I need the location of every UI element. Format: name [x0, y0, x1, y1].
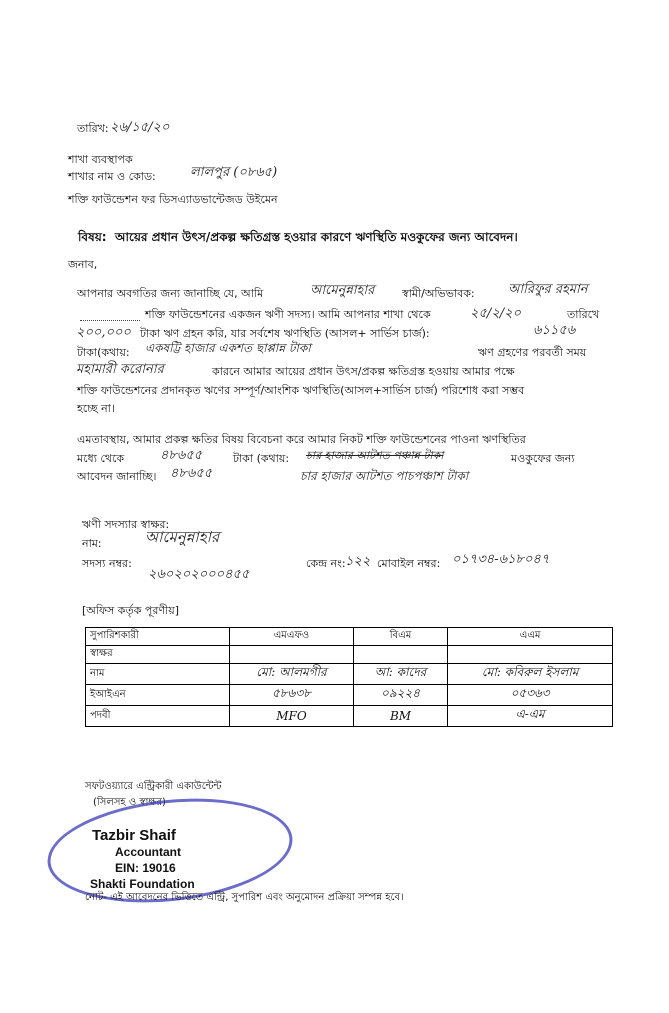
salutation: জনাব, — [68, 258, 98, 271]
guardian-hw: আরিফুর রহমান — [508, 282, 588, 297]
balance-hw: ৬১১৫৬ — [533, 323, 576, 338]
member-name-hw: আমেনুন্নাহার — [310, 283, 375, 298]
dotted-line — [80, 320, 140, 321]
entry-line: সফটওয়্যারে এন্ট্রিকারী একাউন্টেন্ট — [85, 781, 222, 792]
footer-note: নোট- এই আবেদনের ভিত্তিতে এন্ট্রি, সুপারিশ এবং অনুমোদন প্রক্রিয়া সম্পন্ন হবে। — [85, 892, 404, 903]
balance-words-hw: একষট্টি হাজার একশত ছাপ্পান্ন টাকা — [145, 341, 311, 355]
stamp-name: Tazbir Shaif — [92, 827, 176, 844]
p2-line1: এমতাবস্থায়, আমার প্রকল্প ক্ষতির বিষয় বিবেচনা করে আমার নিকট শক্তি ফাউন্ডেশনের পাওনা ঋণস্থিতির — [77, 433, 526, 446]
table-cell: আ: কাদের — [353, 664, 447, 685]
center-value: ১২২ — [345, 554, 371, 569]
reason-hw: মহামারী করোনার — [76, 362, 164, 377]
p1-line7: হচ্ছে না। — [77, 402, 115, 415]
org-line: শক্তি ফাউন্ডেশন ফর ডিসএ্যাডভান্টেজড উইমেন — [68, 193, 278, 206]
member-name-value: আমেনুন্নাহার — [145, 528, 220, 546]
table-row — [86, 706, 613, 727]
p1-line4-a: টাকা(কথায়: — [77, 346, 130, 359]
mobile-value: ০১৭৩৪-৬১৮০৪৭ — [452, 552, 550, 567]
table-cell: BM — [353, 706, 447, 727]
table-cell: মো: আলমগীর — [230, 664, 354, 685]
stamp-title: Accountant — [115, 845, 181, 859]
date-value: ২৬/১৫/২০ — [110, 120, 170, 135]
loan-amount-hw: ২০০,০০০ — [76, 325, 131, 340]
row-label: স্বাক্ষর — [86, 646, 230, 664]
branch-value: লালপুর (০৮৬৫) — [190, 165, 278, 180]
table-cell: এ-এম — [448, 706, 613, 727]
table-header: এএম — [448, 628, 613, 646]
p2-line2-c: মওকুফের জন্য — [511, 452, 575, 465]
stamp-ein: EIN: 19016 — [115, 861, 176, 875]
table-cell: MFO — [230, 706, 354, 727]
p1-line5: কারনে আমার আয়ের প্রধান উৎস/প্রকল্প ক্ষতিগ্রস্ত হওয়ায় আমার পক্ষে — [212, 365, 515, 378]
row-label: ইআইএন — [86, 685, 230, 706]
branch-label: শাখার নাম ও কোড: — [68, 170, 156, 183]
seal-line: (সিলসহ ও স্বাক্ষর) — [93, 797, 166, 808]
table-cell: ০৫৩৬৩ — [448, 685, 613, 706]
signature-cell — [230, 646, 354, 664]
table-row — [86, 664, 613, 685]
p1-line6: শক্তি ফাউন্ডেশনের প্রদানকৃত ঋণের সম্পূর্ণ/আংশিক ঋণস্থিতি(আসল+সার্ভিস চার্জ) পরিশোধ করা সম্ভব — [77, 384, 525, 397]
p1-line4-b: ঋণ গ্রহণের পরবর্তী সময় — [478, 346, 587, 359]
p2-line2-b: টাকা (কথায়: — [233, 452, 290, 465]
subject-label: বিষয়: — [78, 230, 107, 244]
table-header: সুপারিশকারী — [86, 628, 230, 646]
date-label: তারিখ: — [77, 122, 109, 135]
signature-cell — [353, 646, 447, 664]
p2-line3: আবেদন জানাচ্ছি। — [77, 470, 157, 483]
row-label: পদবী — [86, 706, 230, 727]
p2-line2-a: মধ্যে থেকে — [77, 452, 125, 465]
p1-line2: শক্তি ফাউন্ডেশনের একজন ঋণী সদস্য। আমি আপনার শাখা থেকে — [145, 308, 431, 321]
member-name-label: নাম: — [82, 537, 102, 550]
table-header-row — [86, 628, 613, 646]
member-sig-label: ঋণী সদস্যার স্বাক্ষর: — [82, 518, 170, 531]
waive-amount-2-hw: ৪৮৬৫৫ — [170, 466, 213, 481]
p1-line1-a: আপনার অবগতির জন্য জানাচ্ছি যে, আমি — [77, 287, 264, 300]
table-cell: মো: কবিরুল ইসলাম — [448, 664, 613, 685]
member-no-value: ২৬০২০২০০০৪৫৫ — [148, 567, 250, 582]
table-header: বিএম — [353, 628, 447, 646]
stamp-org: Shakti Foundation — [90, 877, 195, 891]
waive-amount-hw: ৪৮৬৫৫ — [160, 448, 203, 463]
table-header: এমএফও — [230, 628, 354, 646]
recipient-line: শাখা ব্যবস্থাপক — [68, 153, 133, 166]
loan-date-hw: ২৫/২/২০ — [470, 306, 522, 321]
office-title: [অফিস কর্তৃক পূরণীয়] — [82, 604, 179, 617]
p1-line1-b: স্বামী/অভিভাবক: — [402, 287, 475, 300]
center-label: কেন্দ্র নং: — [306, 557, 346, 570]
subject-text: আয়ের প্রধান উৎস/প্রকল্প ক্ষতিগ্রস্ত হওয়ার কারণে ঋণস্থিতি মওকুফের জন্য আবেদন। — [115, 230, 518, 244]
waive-words-hw: চার হাজার আটশত পাচপঞ্চাশ টাকা — [300, 469, 469, 483]
table-row — [86, 646, 613, 664]
p1-line3: টাকা ঋণ গ্রহন করি, যার সর্বশেষ ঋণস্থিতি (আসল+ সার্ভিস চার্জ): — [140, 327, 430, 340]
waive-words-struck: চার হাজার আটশত পঞ্চান্ন টাকা — [306, 449, 444, 462]
mobile-label: মোবাইল নম্বর: — [377, 557, 441, 570]
signature-cell — [448, 646, 613, 664]
row-label: নাম — [86, 664, 230, 685]
member-no-label: সদস্য নম্বর: — [82, 557, 132, 570]
table-cell: ০৯২২৪ — [353, 685, 447, 706]
table-cell: ৫৮৬৩৮ — [230, 685, 354, 706]
office-table — [85, 627, 613, 727]
p1-line2-b: তারিখে — [567, 308, 600, 321]
table-row — [86, 685, 613, 706]
